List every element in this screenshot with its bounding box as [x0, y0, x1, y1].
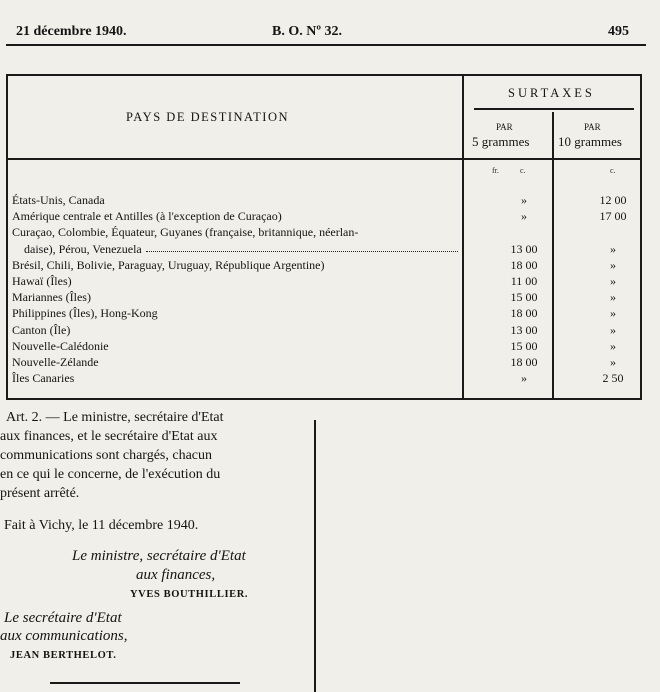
surtaxe-5g: 18 00: [510, 306, 538, 321]
minister-title-line-2: aux finances,: [136, 567, 216, 583]
surtaxe-5g: 13 00: [510, 322, 538, 337]
column-header-surtaxes: SURTAXES: [508, 86, 595, 100]
closing-rule: [50, 682, 240, 684]
surtaxe-10g: 12 00: [599, 193, 627, 207]
article-line-1: Art. 2. — Le ministre, secrétaire d'Etat: [6, 410, 224, 425]
surtaxe-5g: 11 00: [510, 274, 538, 288]
article-line-2: aux finances, et le secrétaire d'Etat aux: [0, 429, 218, 444]
destination-name: daise), Pérou, Venezuela: [24, 241, 142, 256]
destination-name: Hawaï (Îles): [12, 274, 72, 288]
surtaxe-5g: 13 00: [510, 241, 538, 256]
surtaxe-10g: »: [610, 241, 616, 256]
issue-date: 21 décembre 1940.: [16, 24, 127, 39]
table-row: [12, 306, 642, 322]
table-row: [12, 339, 642, 355]
table-row: [12, 323, 642, 339]
secretary-title-line-1: Le secrétaire d'Etat: [4, 610, 122, 626]
table-row: [12, 258, 642, 274]
sub-header-10g: 10 grammes: [558, 134, 622, 149]
surtaxe-5g: 18 00: [510, 257, 538, 272]
destination-name: Nouvelle-Calédonie: [12, 338, 109, 353]
destination-name: Brésil, Chili, Bolivie, Paraguay, Uruguay, République Argentine): [12, 257, 325, 272]
surtaxe-5g: 18 00: [510, 355, 538, 369]
table-row: [12, 225, 642, 241]
header-rule: [6, 44, 646, 46]
sub-header-10g-par: PAR: [584, 122, 601, 132]
table-row: [24, 242, 654, 258]
page-number: 495: [608, 24, 629, 39]
minister-name: YVES BOUTHILLIER.: [130, 589, 249, 600]
destination-name: Amérique centrale et Antilles (à l'exception de Curaçao): [12, 209, 282, 224]
surtaxe-10g: »: [610, 355, 616, 369]
surtaxe-5g: »: [521, 371, 527, 386]
table-row: [12, 193, 642, 209]
surtaxe-10g: »: [610, 257, 616, 272]
article-line-5: présent arrêté.: [0, 486, 80, 501]
destination-name: Canton (Île): [12, 322, 71, 337]
fait-a-vichy: Fait à Vichy, le 11 décembre 1940.: [4, 518, 199, 533]
sub-header-5g-par: PAR: [496, 122, 513, 132]
surtaxe-5g: 15 00: [510, 290, 538, 305]
table-row: [12, 209, 642, 225]
unit-c-5g: c.: [520, 166, 526, 175]
bulletin-number: B. O. Nº 32.: [272, 24, 342, 39]
surtaxe-10g: »: [610, 290, 616, 305]
surtaxe-10g: 17 00: [599, 209, 627, 224]
surtaxe-5g: »: [521, 193, 527, 207]
surtaxe-10g: »: [610, 274, 616, 288]
column-rule: [314, 420, 316, 692]
surtaxe-5g: 15 00: [510, 338, 538, 353]
sub-header-5g: 5 grammes: [472, 134, 530, 149]
surtaxe-5g: »: [521, 209, 527, 224]
unit-fr: fr.: [492, 166, 499, 175]
table-row: [12, 290, 642, 306]
dot-leader: [146, 251, 458, 252]
secretary-title-line-2: aux communications,: [0, 628, 128, 644]
destination-name: Curaçao, Colombie, Équateur, Guyanes (française, britannique, néerlan-: [12, 225, 359, 240]
column-header-destination: PAYS DE DESTINATION: [126, 110, 290, 124]
article-line-4: en ce qui le concerne, de l'exécution du: [0, 467, 221, 482]
unit-c-10g: c.: [610, 166, 616, 175]
destination-name: Mariannes (Îles): [12, 290, 91, 305]
table-row: [12, 371, 642, 387]
table-row: [12, 355, 642, 371]
article-line-3: communications sont chargés, chacun: [0, 448, 213, 463]
destination-name: Philippines (Îles), Hong-Kong: [12, 306, 158, 321]
minister-title-line-1: Le ministre, secrétaire d'Etat: [72, 548, 246, 564]
surtaxes-underline: [474, 108, 634, 110]
surtaxe-10g: 2 50: [602, 371, 624, 386]
table-header-rule: [8, 158, 640, 160]
destination-name: États-Unis, Canada: [12, 193, 105, 207]
surtaxe-10g: »: [610, 306, 616, 321]
destination-name: Îles Canaries: [12, 371, 75, 386]
table-row: [12, 274, 642, 290]
surtaxe-10g: »: [610, 338, 616, 353]
secretary-name: JEAN BERTHELOT.: [10, 650, 117, 661]
destination-name: Nouvelle-Zélande: [12, 355, 99, 369]
surtaxe-10g: »: [610, 322, 616, 337]
